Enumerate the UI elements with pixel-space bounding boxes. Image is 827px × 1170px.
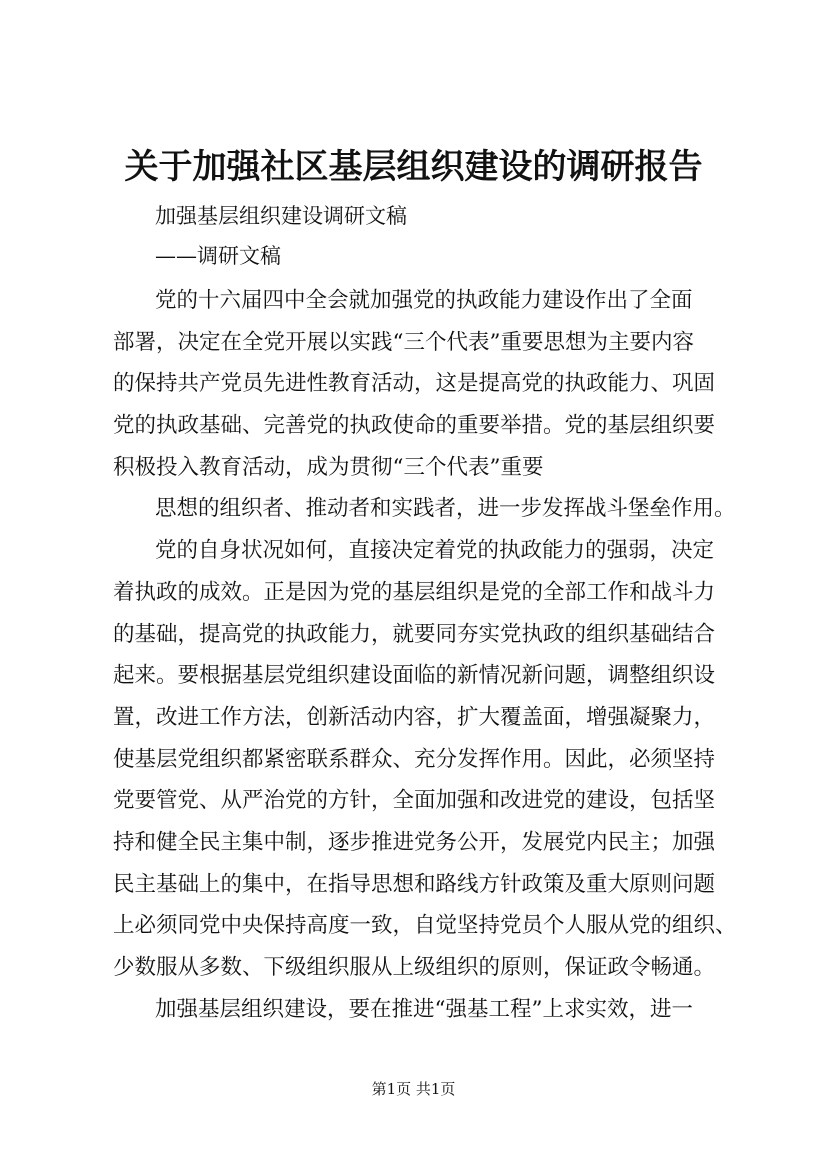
text-line: 少数服从多数、下级组织服从上级组织的原则，保证政令畅通。 — [113, 955, 716, 980]
text-line: 积极投入教育活动，成为贯彻“三个代表”重要 — [113, 454, 544, 480]
document-subtitle: 加强基层组织建设调研文稿 — [155, 204, 407, 228]
text-line: 的基础，提高党的执政能力，就要同夯实党执政的组织基础结合 — [113, 621, 716, 647]
text-line: 起来。要根据基层党组织建设面临的新情况新问题，调整组织设 — [113, 663, 716, 689]
text-line: 民主基础上的集中，在指导思想和路线方针政策及重大原则问题 — [113, 871, 716, 897]
text-line: 党的执政基础、完善党的执政使命的重要举措。党的基层组织要 — [113, 413, 716, 439]
text-line: 的保持共产党员先进性教育活动，这是提高党的执政能力、巩固 — [113, 371, 716, 397]
document-subtitle-secondary: ——调研文稿 — [155, 244, 281, 268]
text-line: 加强基层组织建设，要在推进“强基工程”上求实效，进一 — [155, 996, 693, 1022]
text-line: 党的十六届四中全会就加强党的执政能力建设作出了全面 — [155, 288, 693, 313]
paragraph-2 — [113, 488, 736, 530]
text-line: 着执政的成效。正是因为党的基层组织是党的全部工作和战斗力 — [113, 579, 716, 605]
text-line: 思想的组织者、推动者和实践者，进一步发挥战斗堡垒作用。 — [155, 496, 736, 522]
page-footer: 第1页 共1页 — [371, 1080, 456, 1098]
text-line: 部署，决定在全党开展以实践“三个代表”重要思想为主要内容 — [113, 329, 694, 355]
text-line: 使基层党组织都紧密联系群众、充分发挥作用。因此，必须坚持 — [113, 746, 716, 772]
text-line: 持和健全民主集中制，逐步推进党务公开，发展党内民主；加强 — [113, 829, 716, 855]
document-title: 关于加强社区基层组织建设的调研报告 — [124, 147, 703, 187]
text-line: 党要管党、从严治党的方针，全面加强和改进党的建设，包括坚 — [113, 788, 716, 814]
document-body — [113, 280, 737, 1030]
paragraph-1 — [113, 280, 733, 488]
paragraph-4 — [113, 989, 733, 1031]
text-line: 上必须同党中央保持高度一致，自觉坚持党员个人服从党的组织、 — [113, 913, 737, 939]
text-line: 党的自身状况如何，直接决定着党的执政能力的强弱，决定 — [155, 538, 715, 564]
paragraph-3 — [113, 530, 737, 989]
text-line: 置，改进工作方法，创新活动内容，扩大覆盖面，增强凝聚力， — [113, 704, 716, 730]
